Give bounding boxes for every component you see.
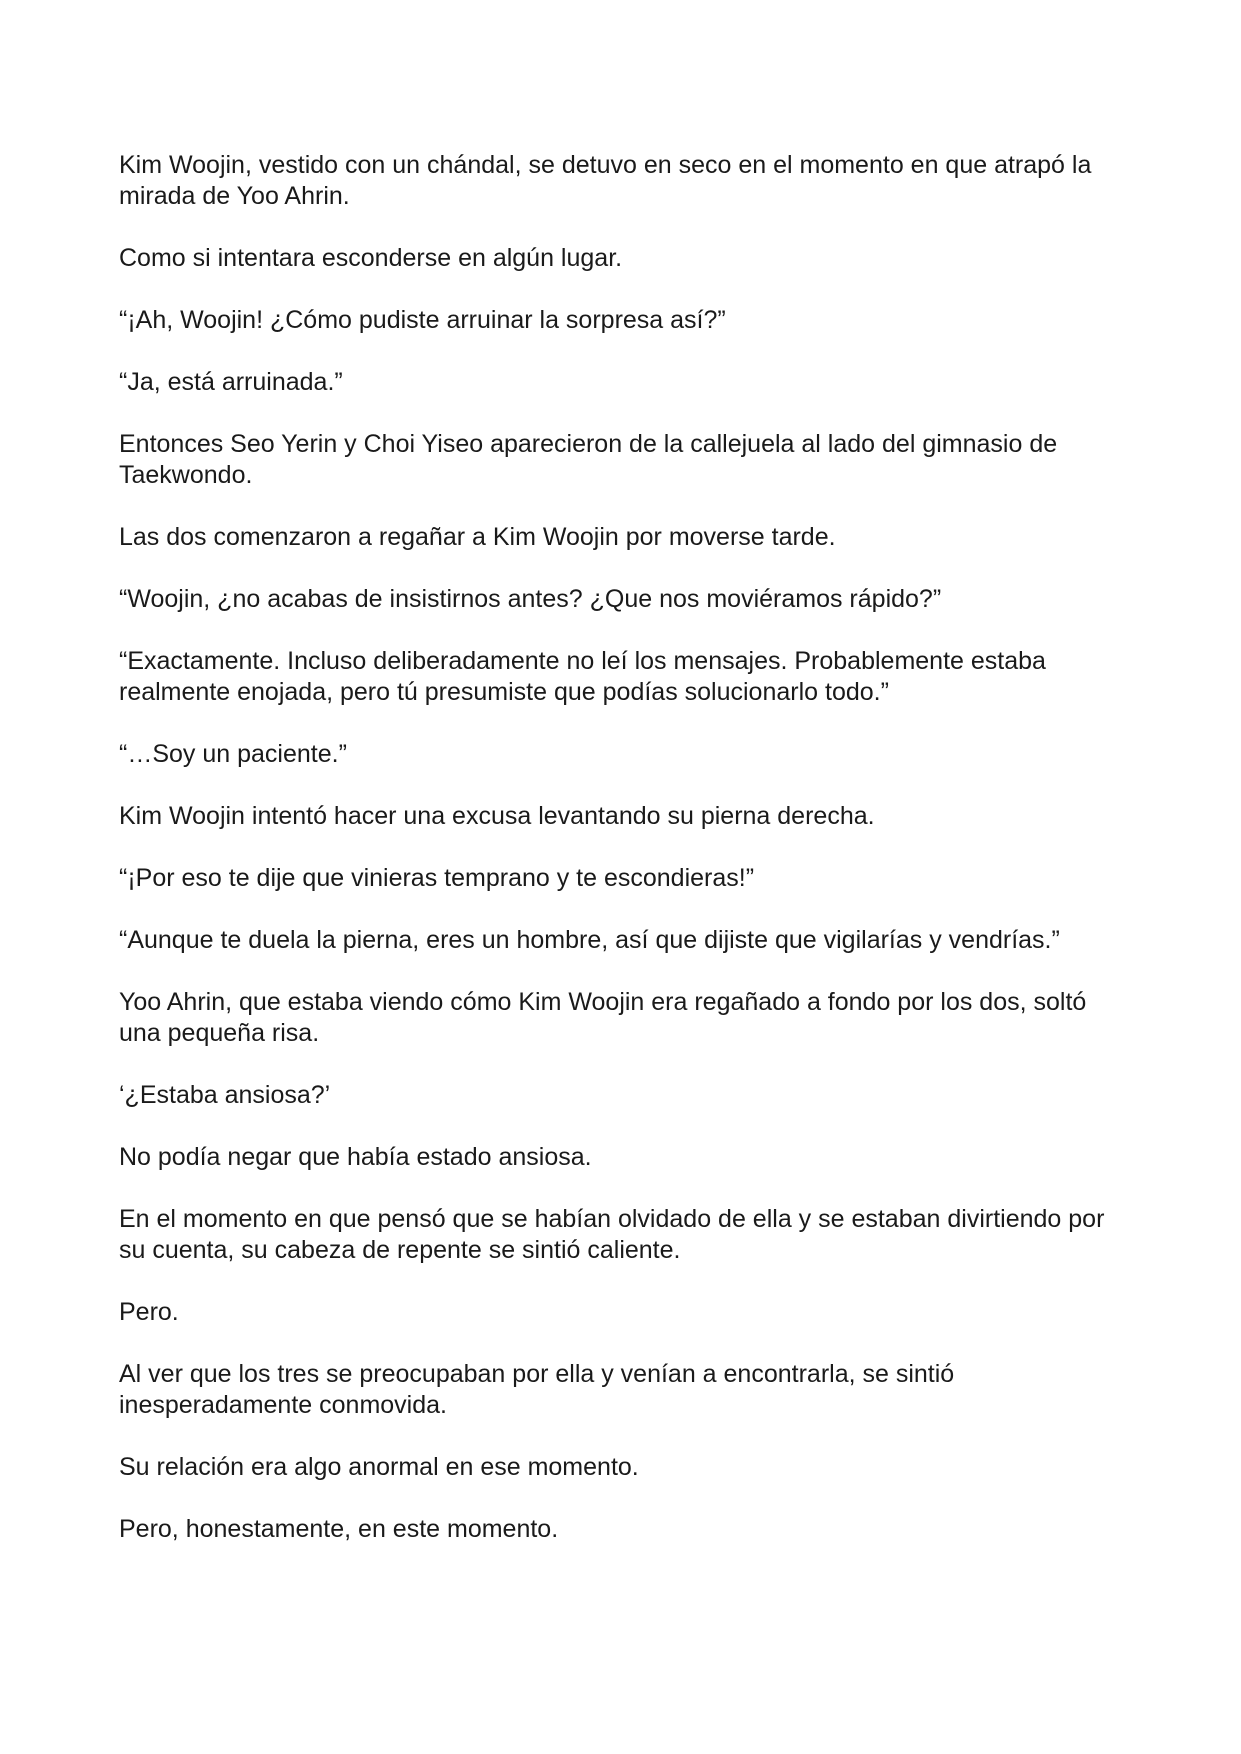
paragraph: Las dos comenzaron a regañar a Kim Woojin por moverse tarde. [119, 523, 836, 551]
paragraph: Kim Woojin, vestido con un chándal, se detuvo en seco en el momento en que atrapó la mirada de Yoo Ahrin. [119, 151, 1092, 210]
paragraph: “Aunque te duela la pierna, eres un hombre, así que dijiste que vigilarías y vendrías.” [119, 926, 1060, 954]
paragraph: En el momento en que pensó que se habían olvidado de ella y se estaban divirtiendo por su cuenta, su cabeza de repente se sintió caliente. [119, 1205, 1105, 1264]
document-body [119, 150, 1129, 1576]
paragraph: Al ver que los tres se preocupaban por ella y venían a encontrarla, se sintió inesperadamente conmovida. [119, 1360, 955, 1419]
paragraph: Entonces Seo Yerin y Choi Yiseo aparecieron de la callejuela al lado del gimnasio de Taekwondo. [119, 430, 1058, 489]
paragraph: Yoo Ahrin, que estaba viendo cómo Kim Woojin era regañado a fondo por los dos, soltó una pequeña risa. [119, 988, 1087, 1047]
paragraph: Como si intentara esconderse en algún lugar. [119, 244, 623, 272]
paragraph: “…Soy un paciente.” [119, 740, 347, 768]
paragraph: “¡Ah, Woojin! ¿Cómo pudiste arruinar la sorpresa así?” [119, 306, 726, 334]
paragraph: ‘¿Estaba ansiosa?’ [119, 1081, 331, 1109]
paragraph: Pero. [119, 1298, 179, 1326]
paragraph: No podía negar que había estado ansiosa. [119, 1143, 592, 1171]
paragraph: Pero, honestamente, en este momento. [119, 1515, 559, 1543]
paragraph: “Woojin, ¿no acabas de insistirnos antes? ¿Que nos moviéramos rápido?” [119, 585, 942, 613]
paragraph: Su relación era algo anormal en ese momento. [119, 1453, 639, 1481]
paragraph: “¡Por eso te dije que vinieras temprano y te escondieras!” [119, 864, 755, 892]
paragraph: Kim Woojin intentó hacer una excusa levantando su pierna derecha. [119, 802, 875, 830]
paragraph: “Exactamente. Incluso deliberadamente no leí los mensajes. Probablemente estaba realmente enojada, pero tú presumiste que podías solucionarlo todo.” [119, 647, 1046, 706]
paragraph: “Ja, está arruinada.” [119, 368, 343, 396]
